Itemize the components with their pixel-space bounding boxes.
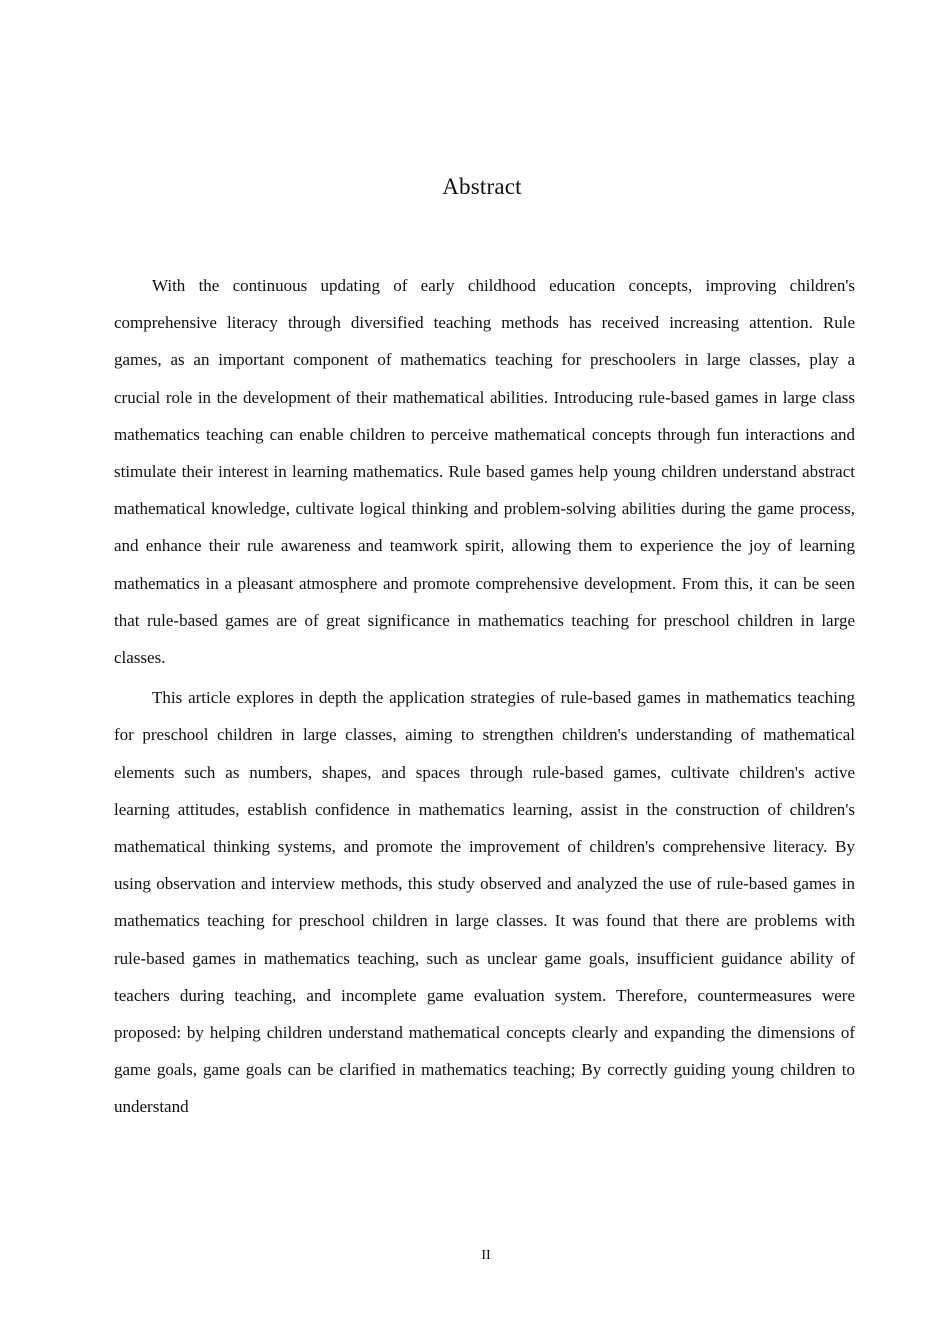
page-number: II <box>481 1248 491 1263</box>
abstract-paragraph-2: This article explores in depth the application strategies of rule-based games in mathematics teaching for preschool children in large classes, aiming to strengthen children's understanding of mathematical elements such as numbers, shapes, and spaces through rule-based games, cultivate children's active learning attitudes, establish confidence in mathematics learning, assist in the construction of children's mathematical thinking systems, and promote the improvement of children's comprehensive literacy. By using observation and interview methods, this study observed and analyzed the use of rule-based games in mathematics teaching for preschool children in large classes. It was found that there are problems with rule-based games in mathematics teaching, such as unclear game goals, insufficient guidance ability of teachers during teaching, and incomplete game evaluation system. Therefore, countermeasures were proposed: by helping children understand mathematical concepts clearly and expanding the dimensions of game goals, game goals can be clarified in mathematics teaching; By correctly guiding young children to understand <box>114 688 855 1117</box>
abstract-body <box>114 267 855 1129</box>
abstract-paragraph-1: With the continuous updating of early childhood education concepts, improving children's comprehensive literacy through diversified teaching methods has received increasing attention. Rule games, as an important component of mathematics teaching for preschoolers in large classes, play a crucial role in the development of their mathematical abilities. Introducing rule-based games in large class mathematics teaching can enable children to perceive mathematical concepts through fun interactions and stimulate their interest in learning mathematics. Rule based games help young children understand abstract mathematical knowledge, cultivate logical thinking and problem-solving abilities during the game process, and enhance their rule awareness and teamwork spirit, allowing them to experience the joy of learning mathematics in a pleasant atmosphere and promote comprehensive development. From this, it can be seen that rule-based games are of great significance in mathematics teaching for preschool children in large classes. <box>114 276 855 668</box>
abstract-title: Abstract <box>442 174 522 199</box>
